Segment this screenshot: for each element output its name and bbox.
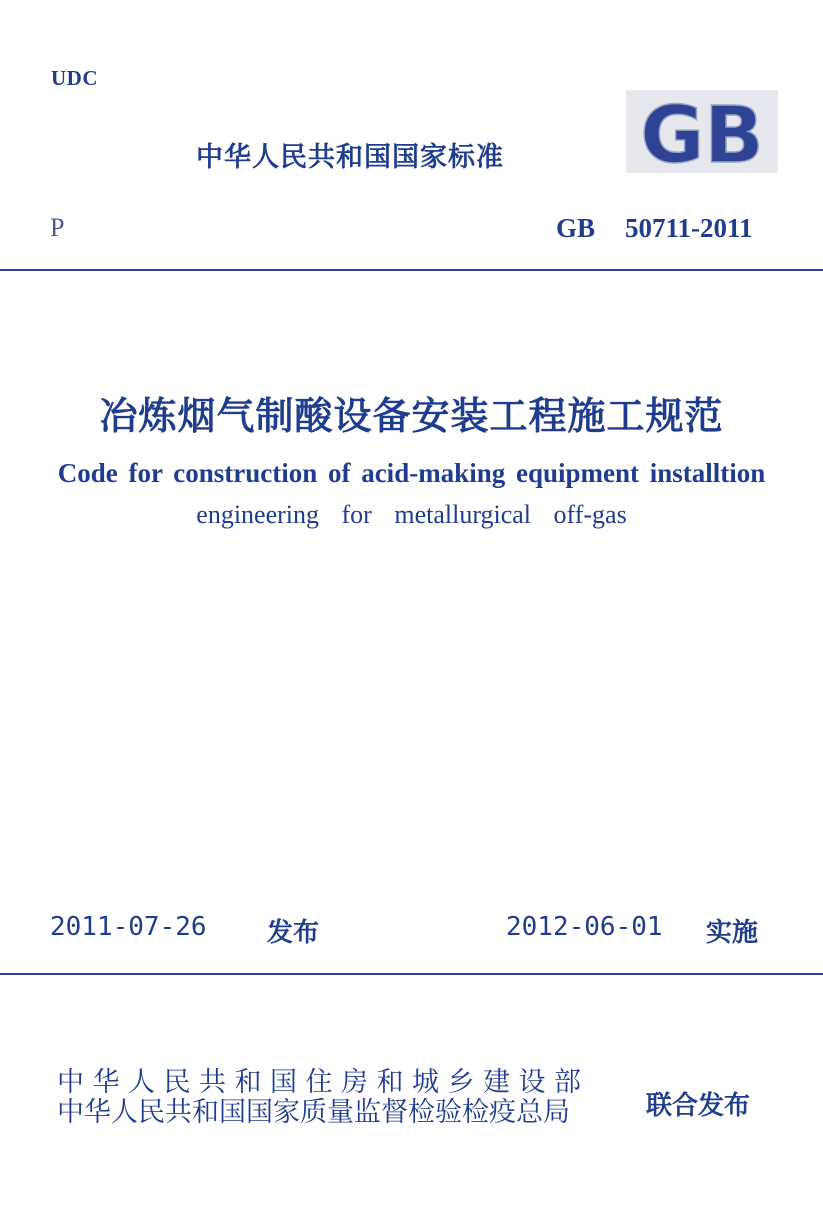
- chinese-title: 冶炼烟气制酸设备安装工程施工规范: [99, 394, 724, 438]
- issue-date: 2011-07-26: [50, 912, 207, 942]
- english-title-line2: engineering for metallurgical off-gas: [196, 500, 627, 529]
- top-divider: [0, 269, 823, 271]
- gb-logo-icon: [626, 90, 778, 173]
- gb-logo-text: GB: [640, 91, 764, 173]
- english-title-line1: Code for construction of acid-making equipment installtion: [57, 458, 766, 488]
- implement-label: 实施: [706, 918, 759, 948]
- bottom-divider: [0, 973, 823, 975]
- publisher-aqsiq: 中华人民共和国国家质量监督检验检疫总局: [57, 1097, 570, 1128]
- standard-type-title: 中华人民共和国国家标准: [196, 142, 504, 173]
- joint-publish-label: 联合发布: [646, 1091, 751, 1121]
- standard-number-value: 50711-2011: [625, 213, 753, 243]
- standard-prefix: GB: [556, 213, 596, 243]
- classification-code: P: [50, 213, 65, 242]
- issue-label: 发布: [267, 918, 320, 948]
- standard-number: [556, 213, 753, 244]
- udc-label: UDC: [51, 66, 98, 90]
- implement-date: 2012-06-01: [506, 912, 663, 942]
- publisher-ministry: 中华人民共和国住房和城乡建设部: [57, 1067, 590, 1098]
